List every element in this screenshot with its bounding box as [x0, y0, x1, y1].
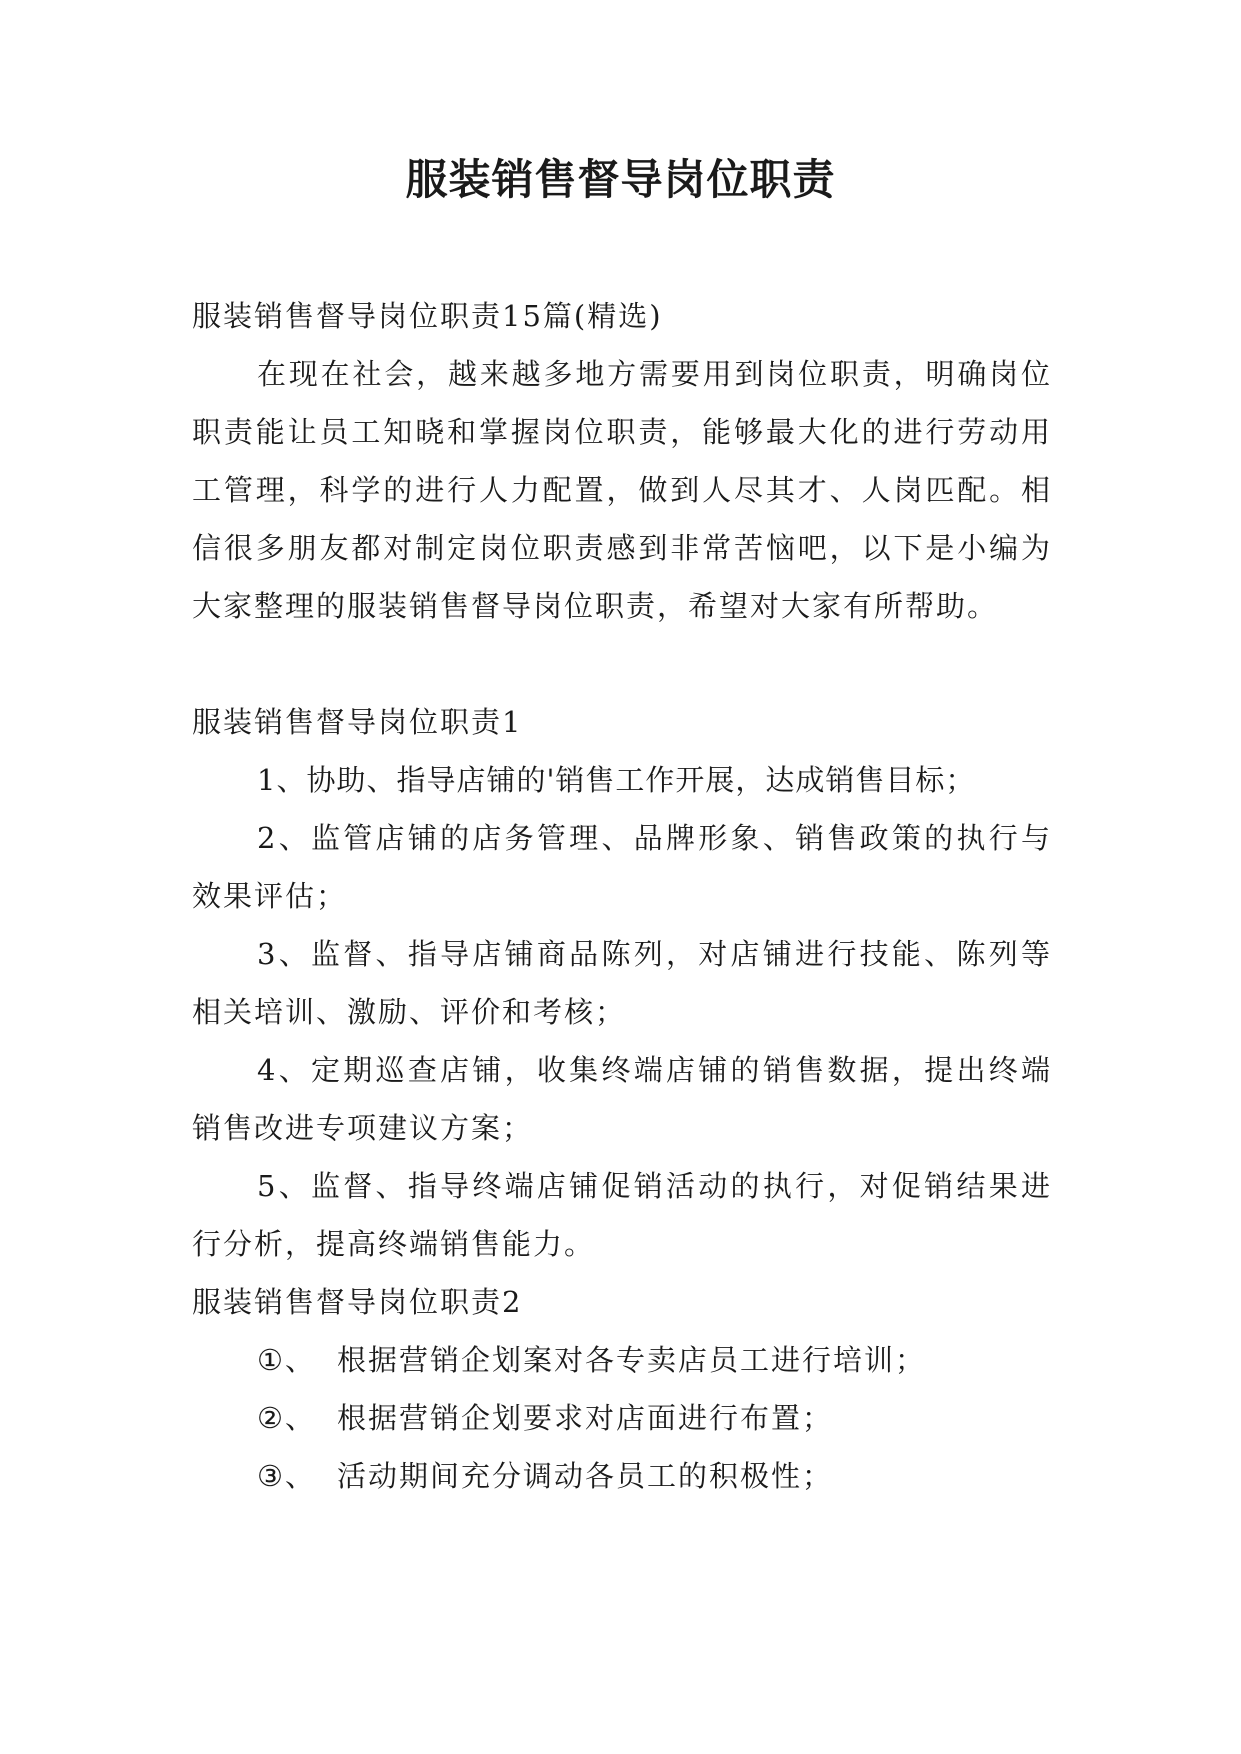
- item-number: ③、: [257, 1459, 316, 1493]
- section-2-heading: 服装销售督导岗位职责2: [192, 1285, 523, 1319]
- section-2-item-1: [192, 1331, 1052, 1389]
- document-subtitle: 服装销售督导岗位职责15篇(精选): [192, 299, 663, 333]
- section-2-item-3: [192, 1447, 1052, 1505]
- section-1-item-5: 5、监督、指导终端店铺促销活动的执行，对促销结果进行分析，提高终端销售能力。: [192, 1169, 1052, 1261]
- item-number: ①、: [257, 1343, 316, 1377]
- section-1-item-1: 1、协助、指导店铺的'销售工作开展，达成销售目标；: [257, 763, 976, 797]
- section-1-item-2: 2、监管店铺的店务管理、品牌形象、销售政策的执行与效果评估；: [192, 821, 1052, 913]
- document-body: [192, 287, 1052, 1505]
- item-number: ②、: [257, 1401, 316, 1435]
- intro-paragraph: 在现在社会，越来越多地方需要用到岗位职责，明确岗位职责能让员工知晓和掌握岗位职责，能够最大化的进行劳动用工管理，科学的进行人力配置，做到人尽其才、人岗匹配。相信很多朋友都对制定岗位职责感到非常苦恼吧，以下是小编为大家整理的服装销售督导岗位职责，希望对大家有所帮助。: [192, 357, 1052, 623]
- section-2-item-2: [192, 1389, 1052, 1447]
- section-spacer: [192, 635, 1052, 693]
- item-text: 活动期间充分调动各员工的积极性；: [337, 1459, 834, 1493]
- document-title: 服装销售督导岗位职责: [405, 155, 836, 204]
- section-1-heading: 服装销售督导岗位职责1: [192, 705, 523, 739]
- section-1-item-4: 4、定期巡查店铺，收集终端店铺的销售数据，提出终端销售改进专项建议方案；: [192, 1053, 1052, 1145]
- item-text: 根据营销企划要求对店面进行布置；: [337, 1401, 834, 1435]
- item-text: 根据营销企划案对各专卖店员工进行培训；: [337, 1343, 927, 1377]
- section-1-item-3: 3、监督、指导店铺商品陈列，对店铺进行技能、陈列等相关培训、激励、评价和考核；: [192, 937, 1052, 1029]
